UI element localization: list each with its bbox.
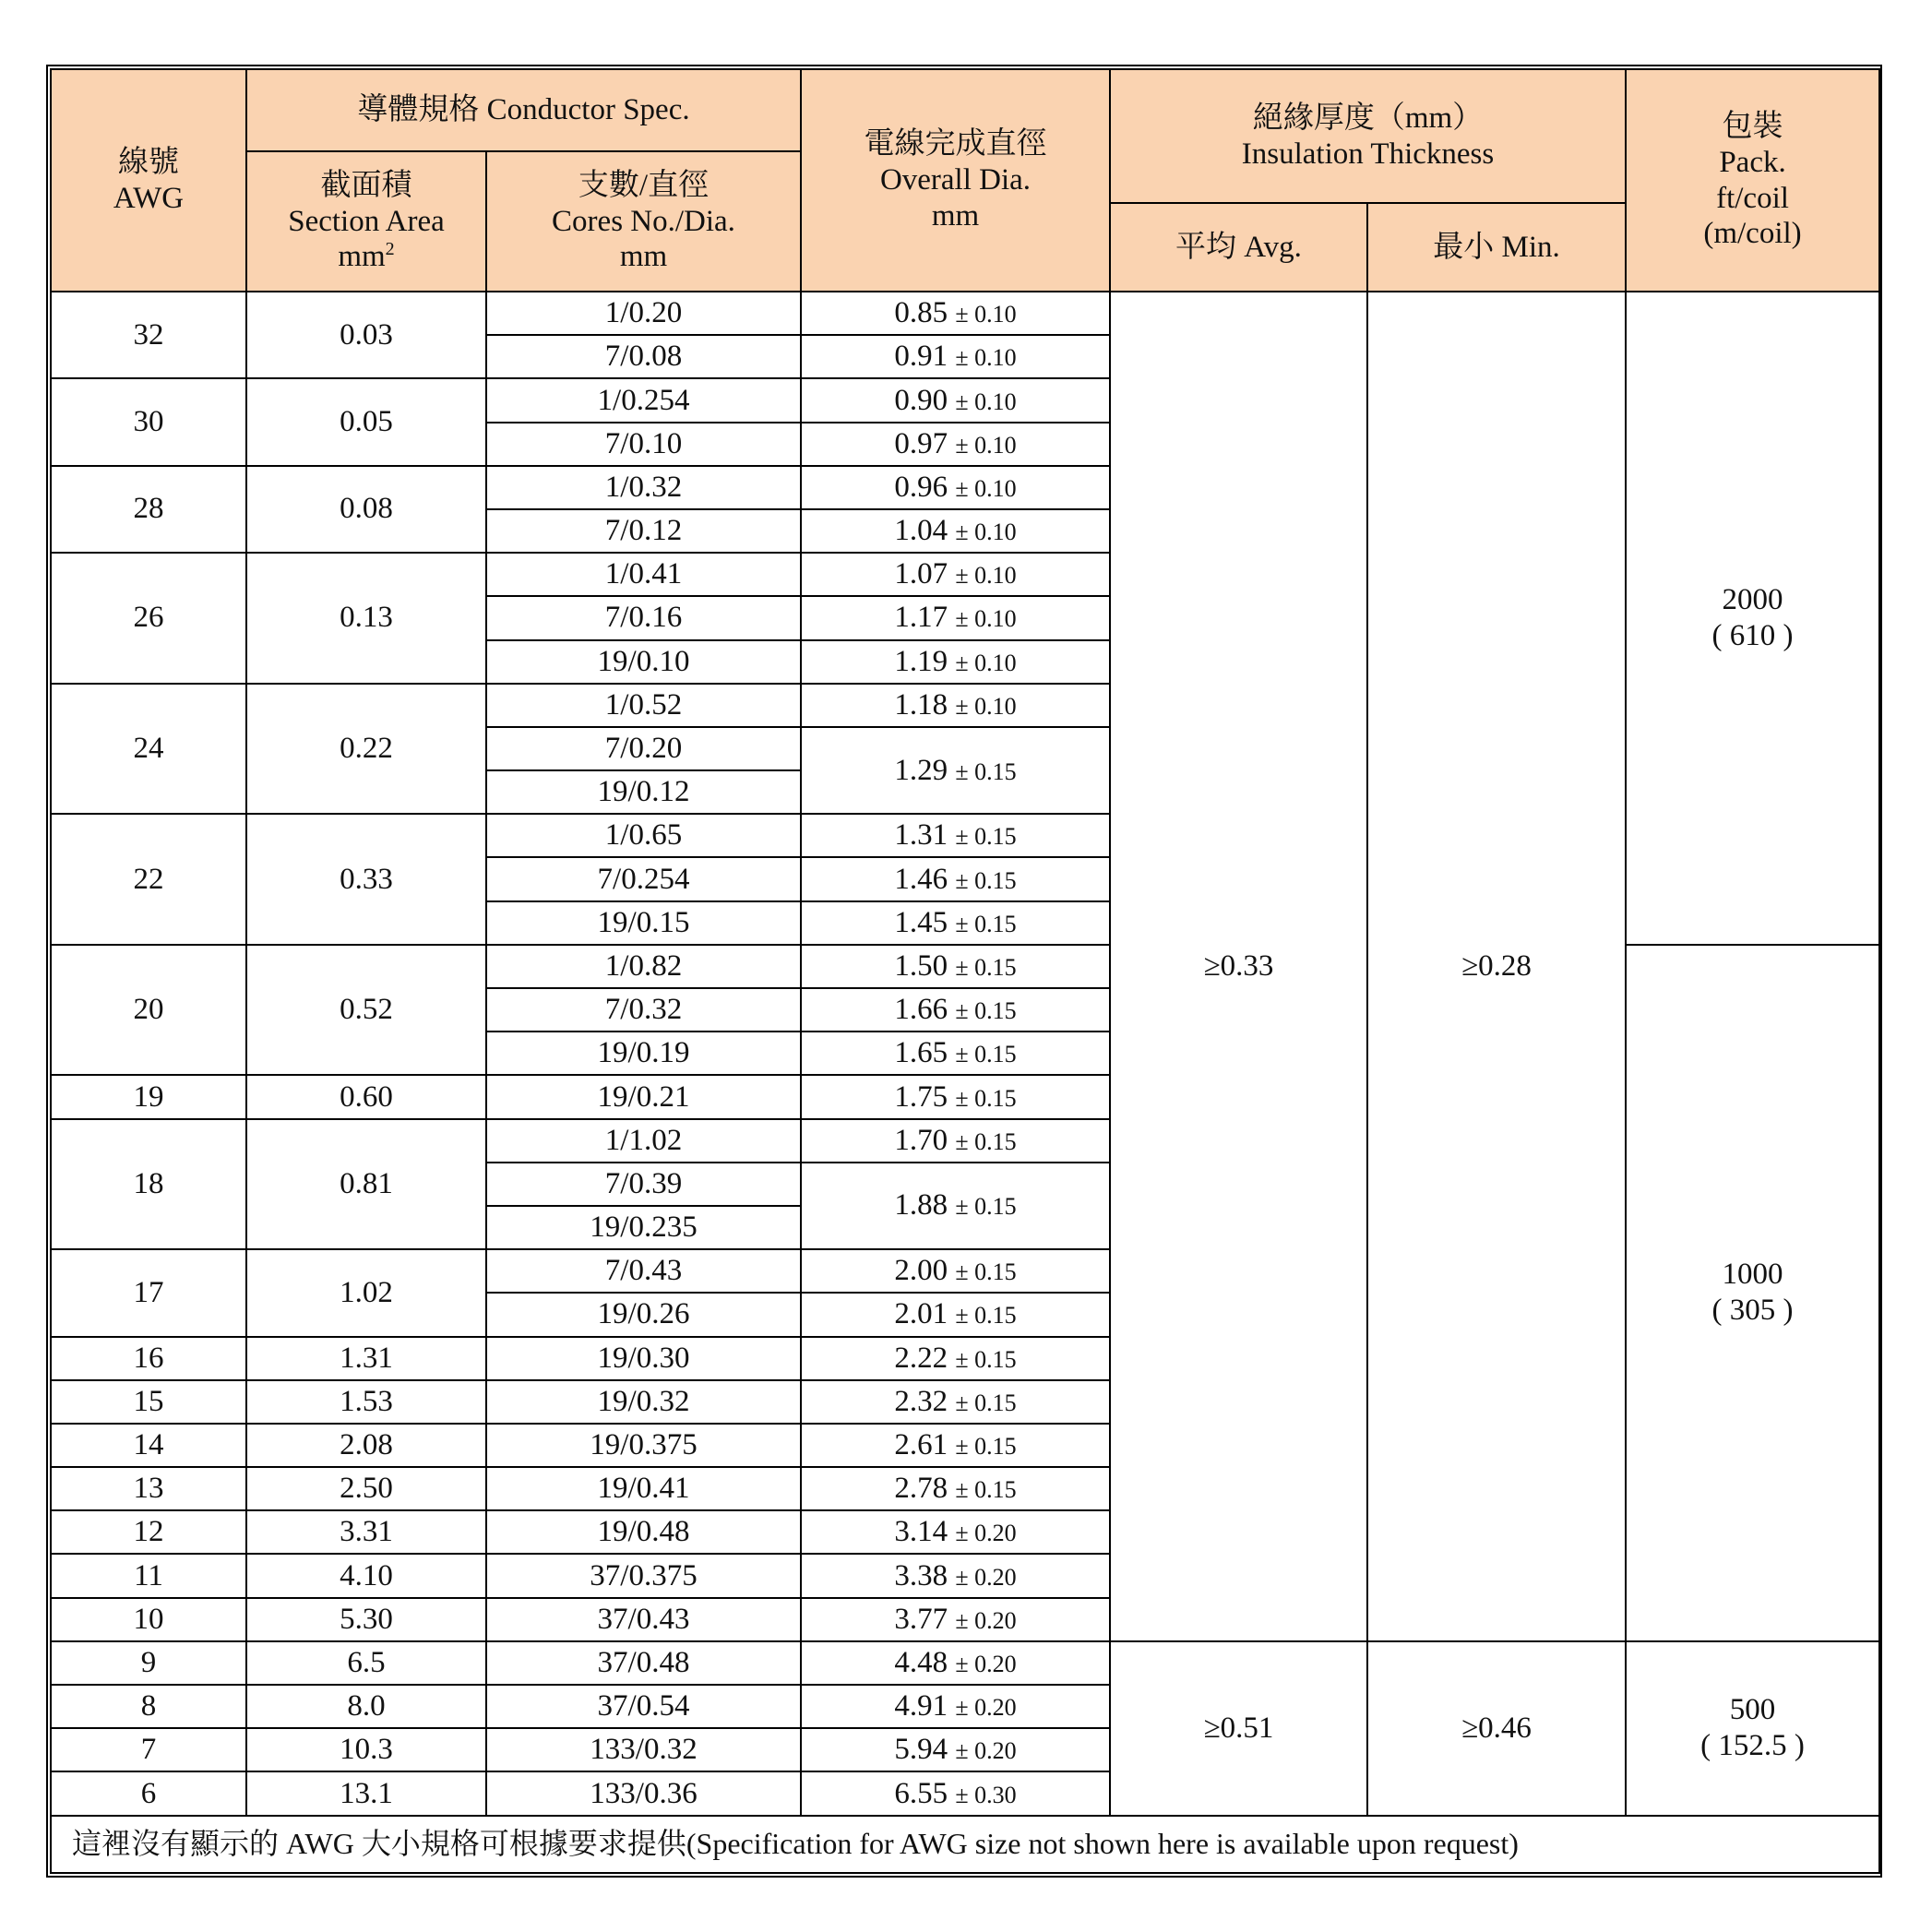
overall-dia-header-unit: mm [931,198,980,233]
awg-cell: 15 [51,1380,246,1424]
dia-value: 4.91 [894,1689,948,1723]
cores-cell: 1/0.20 [486,292,801,335]
dia-tolerance: ± 0.10 [955,519,1017,546]
overall-dia-cell [801,814,1110,857]
dia-tolerance: ± 0.15 [955,823,1017,851]
dia-value: 1.66 [894,993,948,1027]
cores-cell: 19/0.26 [486,1293,801,1336]
table-body [51,292,1879,1816]
awg-cell: 28 [51,466,246,553]
awg-cell: 14 [51,1424,246,1467]
section-area-cell: 1.02 [246,1249,486,1336]
dia-value: 1.50 [894,948,948,983]
section-area-header-unit: $mm^2$ [338,239,395,274]
dia-tolerance: ± 0.10 [955,388,1017,415]
awg-cell: 9 [51,1641,246,1685]
pack-header-unit-ft: ft/coil [1716,181,1789,215]
cores-cell: 19/0.12 [486,770,801,814]
footer-note: 這裡沒有顯示的 AWG 大小規格可根據要求提供(Specification for AWG size not shown here is available upon request) [51,1816,1879,1873]
overall-dia-cell [801,1554,1110,1597]
cores-cell: 1/0.254 [486,378,801,422]
section-area-cell: 0.33 [246,814,486,945]
dia-value: 2.00 [894,1254,948,1288]
dia-value: 1.88 [894,1188,948,1222]
cores-cell: 7/0.12 [486,509,801,553]
awg-cell: 11 [51,1554,246,1597]
overall-dia-cell [801,1728,1110,1771]
overall-dia-cell [801,1380,1110,1424]
cores-cell: 19/0.21 [486,1075,801,1118]
dia-value: 3.14 [894,1515,948,1549]
awg-cell: 10 [51,1598,246,1641]
section-area-header [246,151,486,292]
awg-header-en: AWG [113,181,185,215]
cores-cell: 7/0.32 [486,988,801,1032]
overall-dia-cell [801,335,1110,378]
dia-value: 3.77 [894,1602,948,1636]
overall-dia-cell [801,1598,1110,1641]
dia-value: 1.04 [894,514,948,548]
pack-header-unit-m: (m/coil) [1703,217,1802,251]
pack-ft: 500 [1729,1693,1776,1727]
dia-value: 2.22 [894,1341,948,1375]
cores-cell: 37/0.43 [486,1598,801,1641]
awg-cell: 26 [51,553,246,684]
cores-cell: 1/0.41 [486,553,801,596]
section-area-cell: 3.31 [246,1510,486,1554]
table-header [51,69,1879,292]
insulation-avg-cell: ≥0.51 [1110,1641,1367,1816]
overall-dia-cell [801,1249,1110,1293]
section-area-cell: 0.05 [246,378,486,465]
dia-tolerance: ± 0.15 [955,1258,1017,1286]
awg-cell: 12 [51,1510,246,1554]
awg-cell: 19 [51,1075,246,1118]
dia-value: 0.90 [894,383,948,417]
awg-cell: 18 [51,1119,246,1250]
overall-dia-cell [801,1032,1110,1075]
overall-dia-cell [801,1163,1110,1249]
dia-value: 0.97 [894,426,948,460]
cores-cell: 19/0.30 [486,1337,801,1380]
cores-header-en: Cores No./Dia. [552,204,735,238]
cores-cell: 133/0.36 [486,1771,801,1816]
pack-cell [1626,1641,1879,1816]
cores-header-zh: 支數/直徑 [578,168,710,202]
dia-tolerance: ± 0.15 [955,1476,1017,1504]
dia-tolerance: ± 0.15 [955,910,1017,937]
insulation-avg-cell: ≥0.33 [1110,292,1367,1641]
dia-tolerance: ± 0.15 [955,1345,1017,1373]
overall-dia-cell [801,640,1110,684]
insulation-avg-header: 平均 Avg. [1110,203,1367,292]
dia-tolerance: ± 0.15 [955,1127,1017,1155]
overall-dia-cell [801,727,1110,814]
section-area-cell: 0.03 [246,292,486,378]
dia-tolerance: ± 0.30 [955,1781,1017,1808]
insulation-thickness-header [1110,69,1626,203]
overall-dia-cell [801,1467,1110,1510]
awg-cell: 16 [51,1337,246,1380]
overall-dia-header-zh: 電線完成直徑 [864,127,1047,161]
overall-dia-cell [801,988,1110,1032]
section-area-cell: 2.08 [246,1424,486,1467]
overall-dia-cell [801,466,1110,509]
cores-cell: 7/0.254 [486,857,801,900]
cores-cell: 1/0.65 [486,814,801,857]
overall-dia-header-en: Overall Dia. [879,163,1032,197]
cores-cell: 7/0.10 [486,423,801,466]
awg-cell: 6 [51,1771,246,1816]
section-area-cell: 0.60 [246,1075,486,1118]
awg-cell: 32 [51,292,246,378]
overall-dia-cell [801,1075,1110,1118]
dia-value: 2.32 [894,1384,948,1418]
dia-tolerance: ± 0.10 [955,474,1017,502]
pack-ft: 2000 [1722,582,1783,616]
awg-cell: 13 [51,1467,246,1510]
dia-tolerance: ± 0.10 [955,649,1017,676]
section-area-header-zh: 截面積 [320,168,412,202]
dia-value: 6.55 [894,1776,948,1810]
section-area-cell: 0.22 [246,684,486,815]
overall-dia-cell [801,423,1110,466]
cores-cell: 19/0.32 [486,1380,801,1424]
cores-cell: 7/0.39 [486,1163,801,1206]
section-area-cell: 10.3 [246,1728,486,1771]
section-area-cell: 4.10 [246,1554,486,1597]
insulation-header-en: Insulation Thickness [1241,137,1495,171]
cores-cell: 19/0.48 [486,1510,801,1554]
section-area-cell: 2.50 [246,1467,486,1510]
section-area-cell: 1.53 [246,1380,486,1424]
dia-value: 1.29 [894,753,948,787]
cores-cell: 7/0.16 [486,596,801,639]
insulation-min-cell: ≥0.46 [1367,1641,1626,1816]
overall-dia-cell [801,1771,1110,1816]
dia-tolerance: ± 0.15 [955,866,1017,894]
dia-value: 0.91 [894,340,948,374]
dia-tolerance: ± 0.10 [955,692,1017,720]
insulation-min-header: 最小 Min. [1367,203,1626,292]
dia-value: 2.01 [894,1297,948,1331]
pack-header-zh: 包裝 [1722,109,1783,143]
dia-tolerance: ± 0.20 [955,1606,1017,1634]
dia-tolerance: ± 0.15 [955,1302,1017,1330]
dia-tolerance: ± 0.10 [955,562,1017,590]
table-row [51,1641,1879,1685]
awg-cell: 30 [51,378,246,465]
cores-cell: 1/1.02 [486,1119,801,1163]
overall-dia-cell [801,901,1110,945]
cores-cell: 19/0.19 [486,1032,801,1075]
dia-value: 1.70 [894,1123,948,1157]
dia-tolerance: ± 0.20 [955,1520,1017,1547]
section-area-cell: 5.30 [246,1598,486,1641]
insulation-min-cell: ≥0.28 [1367,292,1626,1641]
insulation-header-zh: 絕緣厚度（mm） [1252,101,1484,135]
overall-dia-cell [801,509,1110,553]
overall-dia-cell [801,857,1110,900]
overall-dia-cell [801,1685,1110,1728]
dia-value: 2.61 [894,1428,948,1461]
dia-value: 0.85 [894,296,948,330]
awg-header-zh: 線號 [118,145,179,179]
dia-tolerance: ± 0.15 [955,757,1017,785]
cores-header-unit: mm [619,240,668,274]
dia-tolerance: ± 0.10 [955,431,1017,459]
pack-m: ( 610 ) [1711,618,1794,652]
dia-tolerance: ± 0.15 [955,1389,1017,1416]
section-area-cell: 6.5 [246,1641,486,1685]
overall-dia-cell [801,1337,1110,1380]
pack-header-en: Pack. [1719,145,1786,179]
section-area-cell: 13.1 [246,1771,486,1816]
overall-dia-cell [801,684,1110,727]
cores-cell: 1/0.52 [486,684,801,727]
cores-cell: 7/0.08 [486,335,801,378]
section-area-cell: 8.0 [246,1685,486,1728]
awg-header [51,69,246,292]
section-area-header-en: Section Area [288,204,445,238]
table-row [51,292,1879,335]
overall-dia-cell [801,945,1110,988]
cores-cell: 19/0.235 [486,1206,801,1249]
cores-cell: 1/0.82 [486,945,801,988]
dia-value: 1.17 [894,601,948,635]
dia-tolerance: ± 0.20 [955,1650,1017,1677]
dia-value: 1.07 [894,557,948,591]
dia-tolerance: ± 0.10 [955,301,1017,328]
dia-value: 1.31 [894,818,948,853]
cores-cell: 19/0.375 [486,1424,801,1467]
cores-cell: 7/0.43 [486,1249,801,1293]
awg-spec-table [50,68,1880,1874]
dia-value: 0.96 [894,470,948,504]
cores-cell: 19/0.10 [486,640,801,684]
awg-cell: 24 [51,684,246,815]
dia-tolerance: ± 0.10 [955,605,1017,633]
overall-dia-cell [801,1293,1110,1336]
dia-tolerance: ± 0.15 [955,997,1017,1025]
overall-dia-cell [801,378,1110,422]
pack-cell [1626,945,1879,1641]
pack-ft: 1000 [1722,1258,1783,1292]
dia-tolerance: ± 0.10 [955,344,1017,372]
cores-header [486,151,801,292]
dia-tolerance: ± 0.20 [955,1737,1017,1765]
section-area-cell: 0.52 [246,945,486,1076]
cores-cell: 19/0.41 [486,1467,801,1510]
cores-cell: 37/0.48 [486,1641,801,1685]
cores-cell: 1/0.32 [486,466,801,509]
dia-value: 4.48 [894,1645,948,1679]
overall-dia-header [801,69,1110,292]
overall-dia-cell [801,1510,1110,1554]
dia-tolerance: ± 0.15 [955,1041,1017,1068]
cores-cell: 7/0.20 [486,727,801,770]
section-area-cell: 0.13 [246,553,486,684]
pack-cell [1626,292,1879,945]
pack-header [1626,69,1879,292]
dia-value: 1.46 [894,862,948,896]
overall-dia-cell [801,1119,1110,1163]
dia-value: 2.78 [894,1472,948,1506]
dia-value: 1.75 [894,1079,948,1114]
cores-cell: 133/0.32 [486,1728,801,1771]
awg-cell: 20 [51,945,246,1076]
conductor-spec-header: 導體規格 Conductor Spec. [246,69,801,151]
dia-value: 3.38 [894,1558,948,1592]
pack-m: ( 305 ) [1711,1294,1794,1328]
section-area-cell: 0.81 [246,1119,486,1250]
dia-value: 1.19 [894,644,948,678]
section-area-cell: 1.31 [246,1337,486,1380]
dia-tolerance: ± 0.20 [955,1563,1017,1591]
overall-dia-cell [801,596,1110,639]
dia-value: 1.65 [894,1036,948,1070]
cores-cell: 19/0.15 [486,901,801,945]
dia-value: 1.45 [894,905,948,939]
cores-cell: 37/0.375 [486,1554,801,1597]
awg-cell: 7 [51,1728,246,1771]
overall-dia-cell [801,553,1110,596]
dia-tolerance: ± 0.15 [955,953,1017,981]
dia-tolerance: ± 0.15 [955,1084,1017,1112]
overall-dia-cell [801,1424,1110,1467]
awg-cell: 8 [51,1685,246,1728]
pack-m: ( 152.5 ) [1700,1729,1805,1763]
overall-dia-cell [801,292,1110,335]
dia-tolerance: ± 0.20 [955,1694,1017,1722]
awg-cell: 22 [51,814,246,945]
section-area-cell: 0.08 [246,466,486,553]
awg-cell: 17 [51,1249,246,1336]
dia-value: 5.94 [894,1733,948,1767]
dia-tolerance: ± 0.15 [955,1193,1017,1221]
overall-dia-cell [801,1641,1110,1685]
dia-tolerance: ± 0.15 [955,1433,1017,1460]
dia-value: 1.18 [894,687,948,722]
cores-cell: 37/0.54 [486,1685,801,1728]
